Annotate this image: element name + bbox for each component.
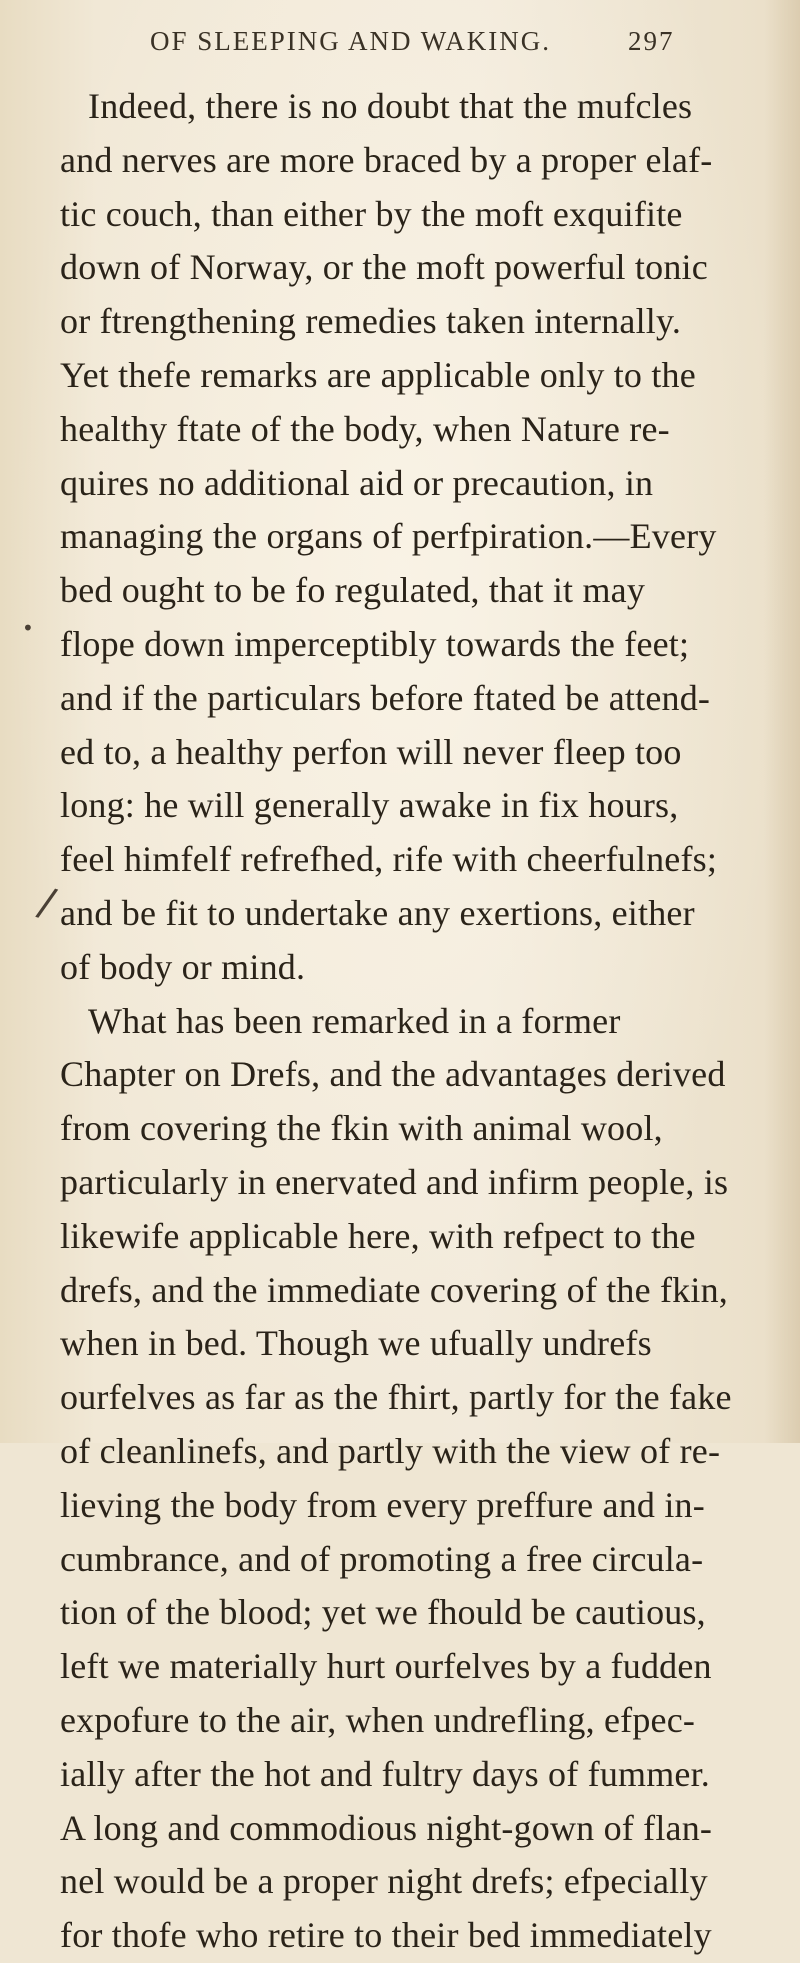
text-line: drefs, and the immediate covering of the fkin, xyxy=(60,1269,728,1310)
text-line: down of Norway, or the moft powerful tonic xyxy=(60,247,708,288)
body-text xyxy=(60,80,750,1963)
text-line: and if the particulars before ftated be attend- xyxy=(60,677,711,718)
text-line: of cleanlinefs, and partly with the view of re- xyxy=(60,1430,721,1471)
running-head xyxy=(150,18,710,62)
text-line: and be fit to undertake any exertions, either xyxy=(60,892,695,933)
text-line: Yet thefe remarks are applicable only to the xyxy=(60,354,696,395)
margin-mark-dot: • xyxy=(22,616,34,640)
text-line: from covering the fkin with animal wool, xyxy=(60,1108,663,1149)
text-line: for thofe who retire to their bed immediately xyxy=(60,1915,712,1956)
text-line: feel himfelf refrefhed, rife with cheerfulnefs; xyxy=(60,839,718,880)
text-line: tic couch, than either by the moft exquifite xyxy=(60,193,683,234)
text-line: ourfelves as far as the fhirt, partly for the fake xyxy=(60,1377,732,1418)
text-line: A long and commodious night-gown of flan- xyxy=(60,1807,713,1848)
text-line: Indeed, there is no doubt that the mufcles xyxy=(88,86,693,126)
text-line: and nerves are more braced by a proper elaf- xyxy=(60,139,713,180)
text-line: What has been remarked in a former xyxy=(88,1000,621,1041)
text-line: likewife applicable here, with refpect to the xyxy=(60,1215,696,1256)
text-line: left we materially hurt ourfelves by a fudden xyxy=(60,1646,712,1687)
text-line: ially after the hot and fultry days of fummer. xyxy=(60,1753,711,1794)
text-line: healthy ftate of the body, when Nature re- xyxy=(60,408,670,449)
text-line: expofure to the air, when undrefling, efpec- xyxy=(60,1699,696,1740)
page-edge-shadow xyxy=(764,0,800,1443)
text-line: flope down imperceptibly towards the feet; xyxy=(60,623,690,664)
text-line: of body or mind. xyxy=(60,946,306,987)
text-line: long: he will generally awake in fix hours, xyxy=(60,785,679,826)
text-line: when in bed. Though we ufually undrefs xyxy=(60,1323,652,1364)
text-line: or ftrengthening remedies taken internally. xyxy=(60,301,682,342)
text-line: cumbrance, and of promoting a free circula- xyxy=(60,1538,704,1579)
text-line: tion of the blood; yet we fhould be cautious, xyxy=(60,1592,706,1633)
text-line: particularly in enervated and infirm people, is xyxy=(60,1161,729,1202)
text-line: managing the organs of perfpiration.—Every xyxy=(60,516,717,557)
running-head-title: OF SLEEPING AND WAKING. xyxy=(150,26,552,56)
text-line: bed ought to be fo regulated, that it may xyxy=(60,570,646,611)
text-line: ed to, a healthy perfon will never fleep too xyxy=(60,731,682,772)
text-line: Chapter on Drefs, and the advantages derived xyxy=(60,1054,726,1095)
margin-mark-slash: / xyxy=(33,879,61,927)
text-line: lieving the body from every preffure and in- xyxy=(60,1484,705,1525)
text-line: quires no additional aid or precaution, in xyxy=(60,462,654,503)
page-number: 297 xyxy=(628,26,675,56)
text-line: nel would be a proper night drefs; efpecially xyxy=(60,1861,708,1902)
